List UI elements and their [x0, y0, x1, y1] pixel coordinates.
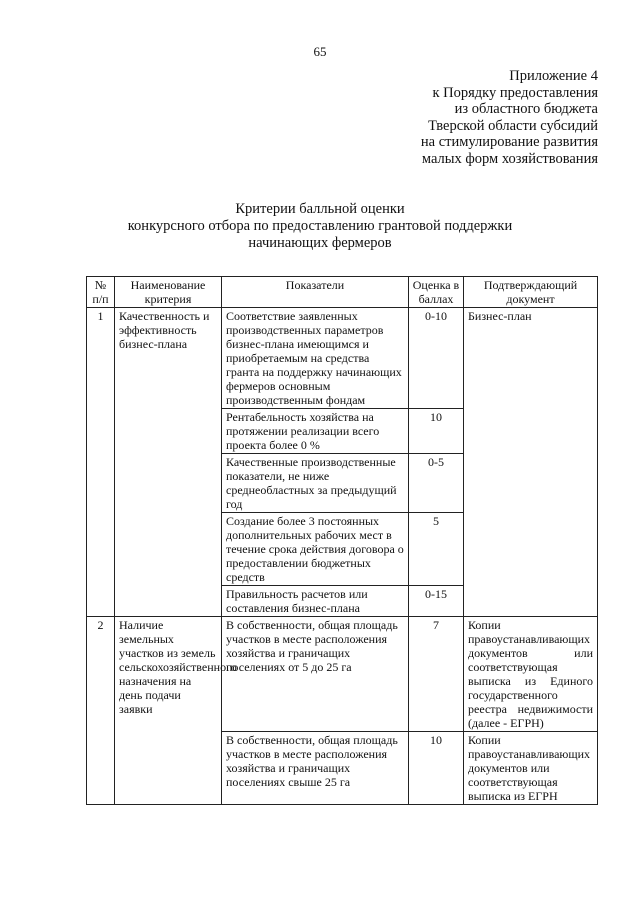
- header-name: Наименование критерия: [115, 277, 222, 308]
- page-number: 65: [313, 44, 327, 59]
- title-line: конкурсного отбора по предоставлению грантовой поддержки: [127, 218, 513, 234]
- indicator-cell: Правильность расчетов или составления бизнес-плана: [222, 586, 409, 617]
- score-cell: 5: [409, 513, 464, 586]
- table-row: [87, 732, 598, 805]
- header-document: Подтверждающий документ: [464, 277, 598, 308]
- appendix-line: из областного бюджета: [454, 101, 598, 117]
- title-line: Критерии балльной оценки: [235, 201, 405, 217]
- row-num-continuation: [87, 732, 115, 805]
- document-cell: Бизнес-план: [464, 308, 598, 617]
- indicator-cell: В собственности, общая площадь участков в месте расположения хозяйства и граничащих поселениях от 5 до 25 га: [222, 617, 409, 732]
- document-cell: Копии правоустанавливающих документов или соответствующая выписка из Единого государственного реестра недвижимости (далее - ЕГРН): [464, 617, 598, 732]
- appendix-line: Приложение 4: [509, 68, 598, 84]
- criterion-name: Наличие земельных участков из земель сельскохозяйственного назначения на день подачи заявки: [115, 617, 222, 732]
- score-cell: 10: [409, 409, 464, 454]
- table-header-row: [87, 277, 598, 308]
- criterion-name: Качественность и эффективность бизнес-плана: [115, 308, 222, 617]
- row-num: 2: [87, 617, 115, 732]
- indicator-cell: Рентабельность хозяйства на протяжении реализации всего проекта более 0 %: [222, 409, 409, 454]
- indicator-cell: Соответствие заявленных производственных параметров бизнес-плана имеющимся и приобретаемым на средства гранта на поддержку начинающих фермеров основным производственным фондам: [222, 308, 409, 409]
- header-indicators: Показатели: [222, 277, 409, 308]
- header-num: № п/п: [87, 277, 115, 308]
- appendix-line: Тверской области субсидий: [428, 117, 598, 134]
- score-cell: 7: [409, 617, 464, 732]
- header-score: Оценка в баллах: [409, 277, 464, 308]
- appendix-line: малых форм хозяйствования: [421, 150, 598, 167]
- indicator-cell: Качественные производственные показатели, не ниже среднеобластных за предыдущий год: [222, 454, 409, 513]
- score-cell: 0-15: [409, 586, 464, 617]
- title-line: начинающих фермеров: [248, 235, 392, 251]
- criterion-name-continuation: [115, 732, 222, 805]
- score-cell: 0-5: [409, 454, 464, 513]
- document-title: [40, 201, 600, 252]
- appendix-line: к Порядку предоставления: [432, 84, 598, 101]
- indicator-cell: Создание более 3 постоянных дополнительных рабочих мест в течение срока действия договора о предоставлении бюджетных средств: [222, 513, 409, 586]
- appendix-block: [278, 68, 598, 167]
- score-cell: 0-10: [409, 308, 464, 409]
- score-cell: 10: [409, 732, 464, 805]
- indicator-cell: В собственности, общая площадь участков в месте расположения хозяйства и граничащих поселениях свыше 25 га: [222, 732, 409, 805]
- table-row: [87, 308, 598, 409]
- table-row: [87, 617, 598, 732]
- appendix-line: на стимулирование развития: [420, 134, 598, 150]
- criteria-table: [86, 276, 598, 805]
- document-cell: Копии правоустанавливающих документов или соответствующая выписка из ЕГРН: [464, 732, 598, 805]
- row-num: 1: [87, 308, 115, 617]
